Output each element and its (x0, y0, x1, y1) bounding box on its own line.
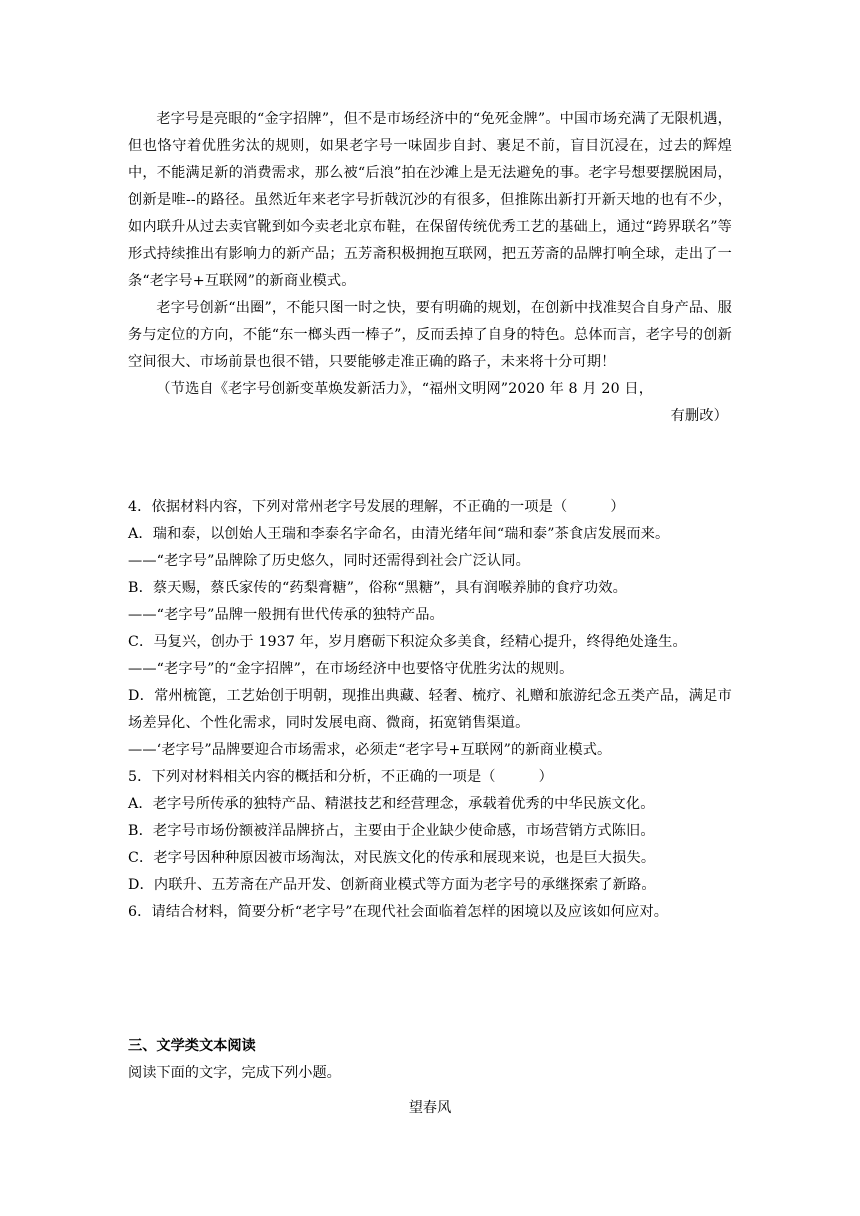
question-4-option-c-note: ——“老字号”的“金字招牌”，在市场经济中也要恪守优胜劣汰的规则。 (128, 661, 574, 677)
question-4-option-c: C．马复兴，创办于 1937 年，岁月磨砺下积淀众多美食，经精心提升，终得绝处逢生。 (128, 634, 687, 650)
passage-source-line-2: 有删改） (670, 408, 728, 424)
question-5-stem: 5．下列对材料相关内容的概括和分析，不正确的一项是（ ） (128, 769, 553, 785)
question-4-option-b: B．蔡天赐，蔡氏家传的“药梨膏糖”，俗称“黑糖”，具有润喉养肺的食疗功效。 (128, 580, 627, 596)
question-4-option-a-note: ——“老字号”品牌除了历史悠久，同时还需得到社会广泛认同。 (128, 553, 530, 569)
question-4-stem: 4．依据材料内容，下列对常州老字号发展的理解，不正确的一项是（ ） (128, 499, 625, 515)
poem-title: 望春风 (408, 1100, 452, 1116)
question-6-stem: 6．请结合材料，简要分析“老字号”在现代社会面临着怎样的困境以及应该如何应对。 (128, 904, 669, 920)
question-5-option-a: A．老字号所传承的独特产品、精湛技艺和经营理念，承载着优秀的中华民族文化。 (128, 796, 655, 812)
question-4-option-b-note: ——“老字号”品牌一般拥有世代传承的独特产品。 (128, 607, 444, 623)
question-5-option-c: C．老字号因种种原因被市场淘汰，对民族文化的传承和展现来说，也是巨大损失。 (128, 850, 656, 866)
section-3-heading: 三、文学类文本阅读 (128, 1038, 256, 1054)
passage-paragraph-2: 老字号创新“出圈”，不能只图一时之快，要有明确的规划，在创新中找准契合自身产品、服务与定位的方向，不能“东一榔头西一棒子”，反而丢掉了自身的特色。总体而言，老字号的创新空间很大、市场前景也很不错，只要能够走准正确的路子，未来将十分可期！ (128, 300, 732, 370)
questions-block (128, 494, 732, 926)
question-4-option-d-note: ——‘老字号”品牌要迎合市场需求，必须走“老字号+互联网”的新商业模式。 (128, 742, 612, 758)
section-3-instruction: 阅读下面的文字，完成下列小题。 (128, 1065, 341, 1081)
passage-source-line-1: （节选自《老字号创新变革焕发新活力》，“福州文明网”2020 年 8 月 20 日， (156, 381, 654, 397)
question-4-option-d: D．常州梳篦，工艺始创于明朝，现推出典藏、轻奢、梳疗、礼赠和旅游纪念五类产品，满足市场差异化、个性化需求，同时发展电商、微商，拓宽销售渠道。 (128, 688, 732, 731)
passage-block (128, 106, 732, 430)
question-5-option-b: B．老字号市场份额被洋品牌挤占，主要由于企业缺少使命感，市场营销方式陈旧。 (128, 823, 655, 839)
question-5-option-d: D．内联升、五芳斋在产品开发、创新商业模式等方面为老字号的承继探索了新路。 (128, 877, 656, 893)
question-4-option-a: A．瑞和泰，以创始人王瑞和李泰名字命名，由清光绪年间“瑞和泰”茶食店发展而来。 (128, 526, 670, 542)
passage-paragraph-1: 老字号是亮眼的“金字招牌”，但不是市场经济中的“免死金牌”。中国市场充满了无限机遇，但也恪守着优胜劣汰的规则，如果老字号一味固步自封、裹足不前，盲目沉浸在，过去的辉煌中，不能满足新的消费需求，那么被“后浪”拍在沙滩上是无法避免的事。老字号想要摆脱困局，创新是唯--的路径。虽然近年来老字号折戟沉沙的有很多，但推陈出新打开新天地的也有不少，如内联升从过去卖官靴到如今卖老北京布鞋，在保留传统优秀工艺的基础上，通过“跨界联名”等形式持续推出有影响力的新产品；五芳斋积极拥抱互联网，把五芳斋的品牌打响全球，走出了一条“老字号+互联网”的新商业模式。 (128, 111, 732, 289)
